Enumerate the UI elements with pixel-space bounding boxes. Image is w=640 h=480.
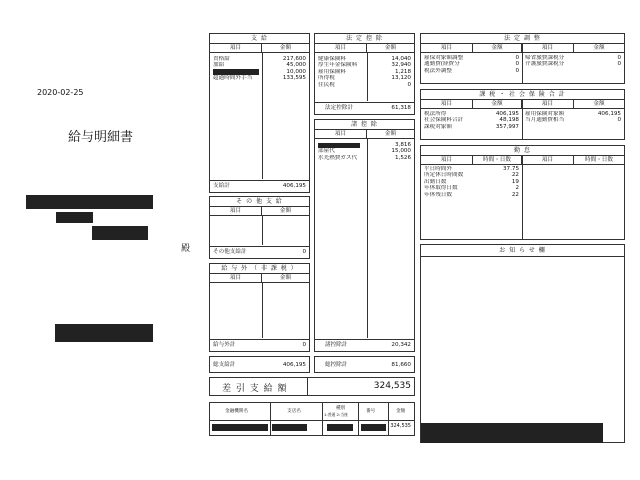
hotei-kojo-row: 健康保険料 14,040 [318,56,411,62]
bank-col-amount: 金額 [396,409,406,414]
hotei-kojo-row: 住民税 0 [318,81,411,88]
shikyu-list [213,56,306,82]
kintai-row: 出勤日数 19 [424,178,519,185]
bank-col-type: 種別 [336,406,346,411]
shikyu-total: 支給計 406,195 [213,183,306,189]
hikazei-col-item: 項目 [210,274,262,282]
shikyu-row: 10,000 [213,69,306,75]
so-kojo-label: 総控除計 [325,362,348,368]
net-pay-label: 差 引 支 給 額 [222,384,288,394]
kazei-row: 税法所得 406,195 [424,111,519,117]
hotei-kojo-total: 法定控除計 61,318 [325,105,411,111]
kintai-row: 年休残日数 22 [424,191,519,198]
sho-kojo-row: 3,816 [318,142,411,148]
hotei-chosei-row: 介護旅費課税分 0 [525,61,621,68]
kazei-title: 課 税 ・ 社 会 保 険 合 計 [421,90,624,100]
sho-kojo-col-item: 項目 [315,130,367,138]
hotei-chosei-col-item-2: 項目 [522,44,574,52]
soshikyu-label: 総支給計 [213,362,236,368]
sonota-box [209,196,310,259]
hotei-kojo-list [318,56,411,88]
shikyu-row: 超過時間外手当 133,595 [213,75,306,82]
redacted-account-number [361,424,386,431]
sho-kojo-title: 諸 控 除 [315,120,414,130]
sonota-title: そ の 他 支 給 [210,197,309,207]
notice-box [420,244,625,443]
kazei-left-list [424,111,519,130]
kintai-col-item-2: 項目 [522,156,574,164]
so-kojo-box [314,356,415,373]
kazei-row: 雇用保険対象額 406,195 [525,111,621,117]
hotei-kojo-title: 法 定 控 除 [315,34,414,44]
soshikyu-box [209,356,310,373]
redacted-branch-name [272,424,307,431]
hikazei-box [209,263,310,352]
sho-kojo-total: 諸控除計 20,342 [325,342,411,348]
kazei-col-amount: 金額 [473,100,522,108]
hotei-kojo-row: 厚生年金保険料 32,940 [318,62,411,69]
hikazei-col-amount: 金額 [279,275,292,281]
net-pay-box [209,377,415,396]
sonota-total: その他支給計 0 [213,249,306,255]
issue-date: 2020-02-25 [37,88,84,97]
shikyu-row: 責格給 217,600 [213,56,306,62]
hotei-kojo-box [314,33,415,115]
shikyu-col-amount: 金額 [279,45,292,51]
sonota-col-amount: 金額 [279,208,292,214]
hotei-chosei-row: 帰省旅費課税分 0 [525,55,621,61]
shikyu-title: 支 給 [210,34,309,44]
redacted-employee-name [55,324,153,342]
redacted-item-label [318,143,360,148]
hotei-chosei-col-amount: 金額 [473,44,522,52]
kazei-col-item: 項目 [421,100,473,108]
redacted-employee-id [92,226,148,240]
hotei-chosei-left-list [424,55,519,74]
hikazei-title: 給 与 外 （ 非 課 税 ） [210,264,309,274]
notice-title: お 知 ら せ 欄 [421,245,624,257]
kintai-box [420,145,625,240]
sho-kojo-col-amount: 金額 [384,131,397,137]
redacted-company-name [26,195,153,209]
hotei-chosei-title: 法 定 調 整 [421,34,624,44]
hotei-chosei-row: 通勤費(経費分 0 [424,61,519,68]
shikyu-row: 加給 45,000 [213,62,306,69]
sho-kojo-row: 部屋代 15,000 [318,148,411,155]
bank-col-name: 金融機関名 [225,409,248,414]
kazei-col-item-2: 項目 [522,100,574,108]
hikazei-total: 給与外計 0 [213,342,306,348]
hotei-chosei-row: 雇保対象額調整 0 [424,55,519,61]
redacted-notice-content [421,423,603,443]
bank-col-type-sub: 1:普通 2:当座 [324,412,348,417]
bank-box [209,402,415,436]
kintai-list [424,166,519,198]
hotei-kojo-row: 所得税 13,120 [318,75,411,82]
kintai-col-days-2: 時間・日数 [585,157,613,163]
kazei-row: 社会保険料合計 48,198 [424,117,519,124]
kazei-row: 課税対象額 357,997 [424,123,519,130]
hotei-chosei-box [420,33,625,84]
hotei-kojo-col-item: 項目 [315,44,367,52]
honorific: 殿 [181,244,191,254]
sho-kojo-row: 水光熱費ガス代 1,526 [318,154,411,161]
kintai-col-days: 時間・日数 [473,156,522,164]
kintai-row: 年休取得日数 2 [424,185,519,192]
redacted-bank-name [212,424,268,431]
redacted-department [56,212,93,223]
kintai-title: 勤 怠 [421,146,624,156]
kazei-right-list [525,111,621,124]
redacted-item-label [213,69,259,74]
hotei-chosei-right-list [525,55,621,68]
kintai-row: 平日時間外 37.75 [424,166,519,172]
kazei-box [420,89,625,140]
hotei-chosei-col-item: 項目 [421,44,473,52]
so-kojo-value: 81,660 [391,362,411,368]
bank-col-branch: 支店名 [287,409,301,414]
bank-col-number: 番号 [366,409,376,414]
kintai-row: 所定休日時間数 22 [424,172,519,179]
sho-kojo-box [314,119,415,352]
sho-kojo-list [318,142,411,161]
shikyu-box [209,33,310,193]
kazei-row: 当月通勤費相当 0 [525,117,621,124]
document-title: 給与明細書 [68,130,134,145]
kazei-col-amount-2: 金額 [593,101,605,107]
soshikyu-value: 406,195 [282,362,306,368]
redacted-account-type [327,424,353,431]
hotei-kojo-col-amount: 金額 [384,45,397,51]
hotei-chosei-col-amount-2: 金額 [593,45,605,51]
hotei-kojo-row: 雇用保険料 1,218 [318,68,411,75]
kintai-col-item: 項目 [421,156,473,164]
hotei-chosei-row: 税法外調整 0 [424,67,519,74]
net-pay-value: 324,535 [373,381,411,391]
bank-amount: 324,535 [390,423,411,429]
shikyu-col-item: 項目 [210,44,262,52]
sonota-col-item: 項目 [210,207,262,215]
